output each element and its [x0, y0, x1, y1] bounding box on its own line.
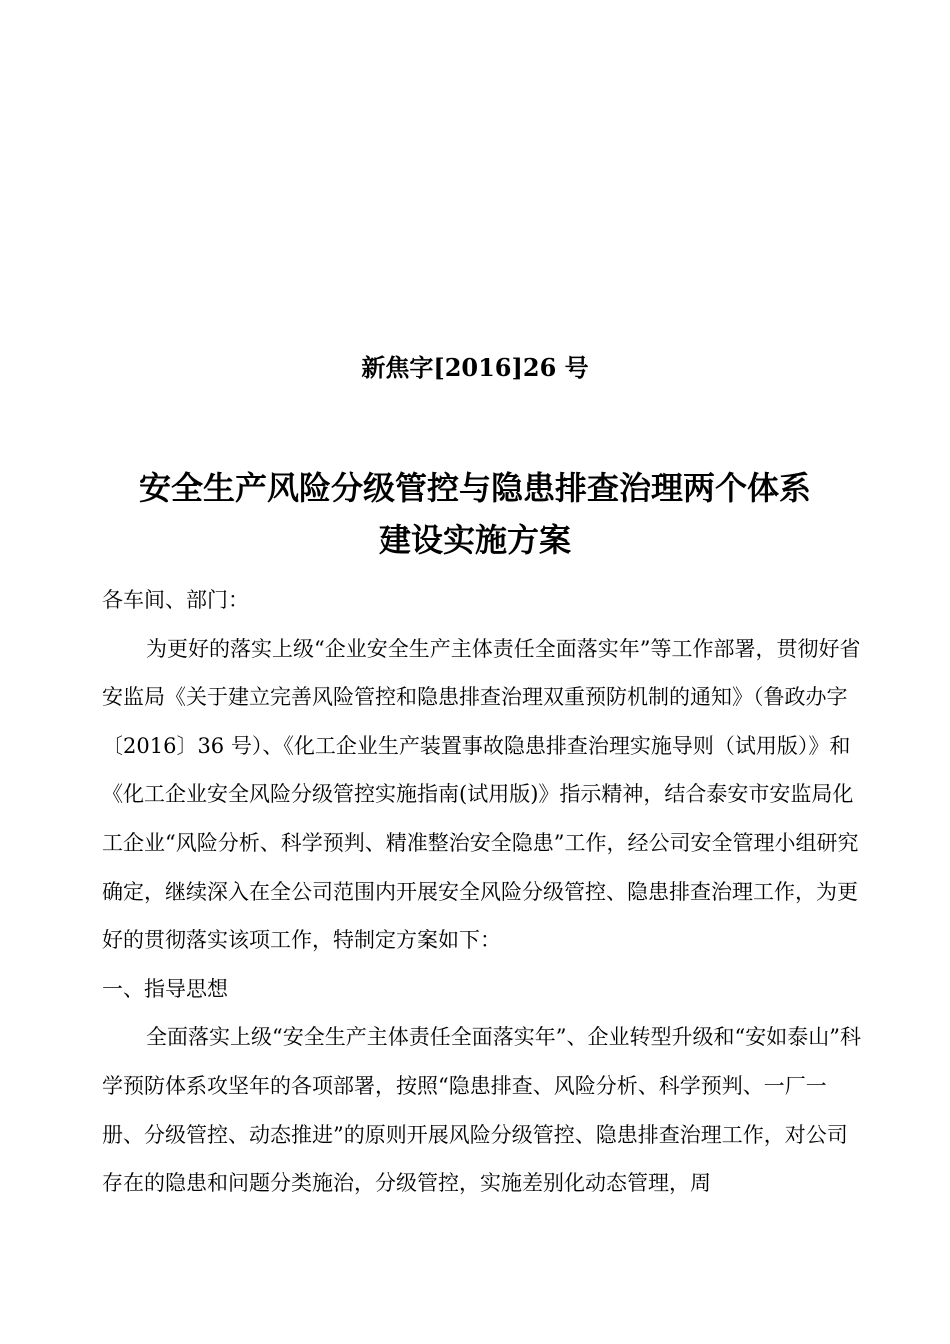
title-line-1: 安全生产风险分级管控与隐患排查治理两个体系	[138, 469, 811, 507]
salutation: 各车间、部门：	[102, 588, 249, 612]
paragraph-intro: 为更好的落实上级“企业安全生产主体责任全面落实年”等工作部署，贯彻好省安监局《关于建立完善风险管控和隐患排查治理双重预防机制的通知》（鲁政办字〔2016〕36 号）、《化工企业生产装置事故隐患排查治理实施导则（试用版）》和《化工企业安全风险分级管控实施指南(试用版)》指示精神，结合泰安市安监局化工企业“风险分析、科学预判、精准整治安全隐患”工作，经公司安全管理小组研究确定，继续深入在全公司范围内开展安全风险分级管控、隐患排查治理工作，为更好的贯彻落实该项工作，特制定方案如下：	[102, 636, 861, 953]
title-line-2: 建设实施方案	[378, 521, 571, 559]
document-title	[0, 462, 950, 566]
document-number: 新焦字[2016]26 号	[361, 353, 589, 382]
paragraph-guiding-ideology: 全面落实上级“安全生产主体责任全面落实年”、企业转型升级和“安如泰山”科学预防体系攻坚年的各项部署，按照“隐患排查、风险分析、科学预判、一厂一册、分级管控、动态推进”的原则开展风险分级管控、隐患排查治理工作，对公司存在的隐患和问题分类施治，分级管控，实施差别化动态管理，周	[102, 1025, 861, 1196]
section-heading-guiding-ideology: 一、指导思想	[102, 976, 228, 1001]
document-body	[102, 576, 862, 1208]
